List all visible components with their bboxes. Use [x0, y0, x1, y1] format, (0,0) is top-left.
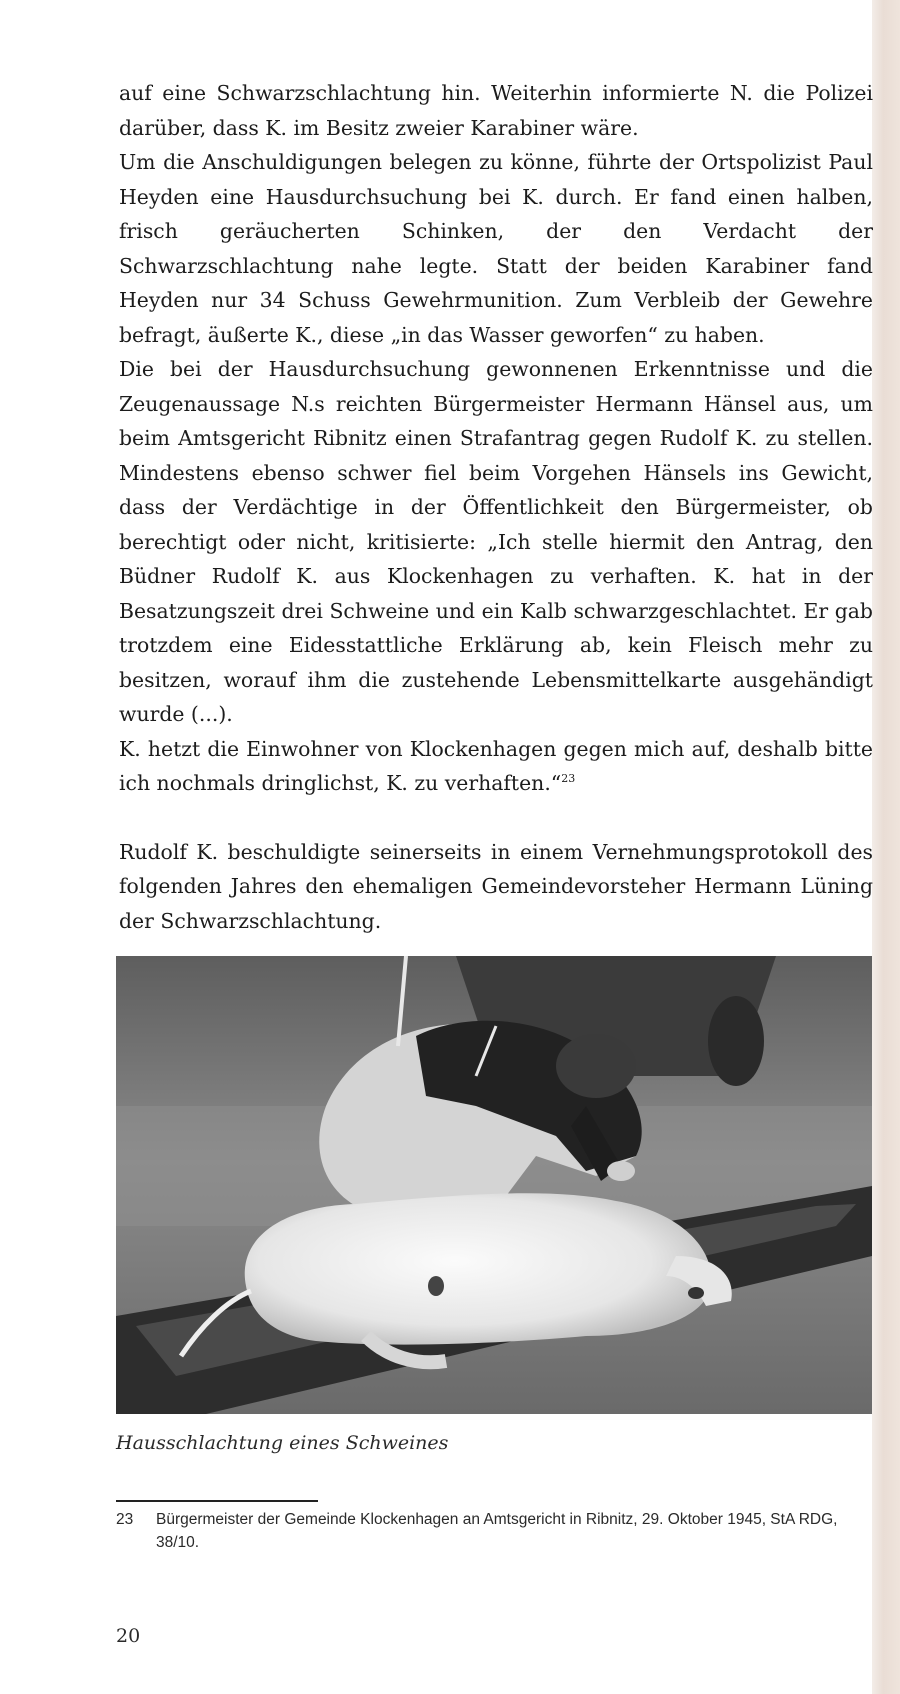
photo-pig-slaughter: [116, 956, 872, 1414]
paragraph-1: auf eine Schwarzschlachtung hin. Weiterhin informierte N. die Polizei darüber, dass K. im Besitz zweier Karabiner wäre.: [119, 81, 873, 140]
paragraph-4-text: K. hetzt die Einwohner von Klockenhagen gegen mich auf, deshalb bitte ich nochmals dringlichst, K. zu verhaften.“: [119, 736, 873, 795]
photo-illustration: [116, 956, 872, 1414]
footnote-text: Bürgermeister der Gemeinde Klockenhagen an Amtsgericht in Ribnitz, 29. Oktober 1945, StA RDG, 38/10.: [156, 1511, 838, 1551]
figure-caption: Hausschlachtung eines Schweines: [116, 1432, 449, 1454]
footnote-reference: 23: [561, 772, 576, 785]
paragraph-3: Die bei der Hausdurchsuchung gewonnenen Erkenntnisse und die Zeugenaussage N.s reichten Bürgermeister Hermann Hänsel aus, um beim Amtsgericht Ribnitz einen Strafantrag gegen Rudolf K. zu stellen. Mindestens ebenso schwer fiel beim Vorgehen Hänsels ins Gewicht, dass der Verdächtige in der Öffentlichkeit den Bürgermeister, ob berechtigt oder nicht, kritisierte: „Ich stelle hiermit den Antrag, den Büdner Rudolf K. aus Klockenhagen zu verhaften. K. hat in der Besatzungszeit drei Schweine und ein Kalb schwarzgeschlachtet. Er gab trotzdem eine Eidesstattliche Erklärung ab, kein Fleisch mehr zu besitzen, worauf ihm die zustehende Lebensmittelkarte ausgehändigt wurde (...).: [119, 357, 873, 726]
paragraph-4: [119, 732, 873, 801]
body-text: [119, 76, 873, 938]
footnote-divider: [116, 1500, 318, 1502]
page-edge: [872, 0, 900, 1694]
closing-paragraph: Rudolf K. beschuldigte seinerseits in einem Vernehmungsprotokoll des folgenden Jahres den ehemaligen Gemeindevorsteher Hermann Lüning der Schwarzschlachtung.: [119, 839, 873, 933]
page-number: 20: [116, 1625, 141, 1647]
paragraph-2: Um die Anschuldigungen belegen zu könne, führte der Ortspolizist Paul Heyden eine Hausdurchsuchung bei K. durch. Er fand einen halben, frisch geräucherten Schinken, der den Verdacht der Schwarzschlachtung nahe legte. Statt der beiden Karabiner fand Heyden nur 34 Schuss Gewehrmunition. Zum Verbleib der Gewehre befragt, äußerte K., diese „in das Wasser geworfen“ zu haben.: [119, 150, 873, 347]
footnote-number: 23: [116, 1511, 134, 1528]
